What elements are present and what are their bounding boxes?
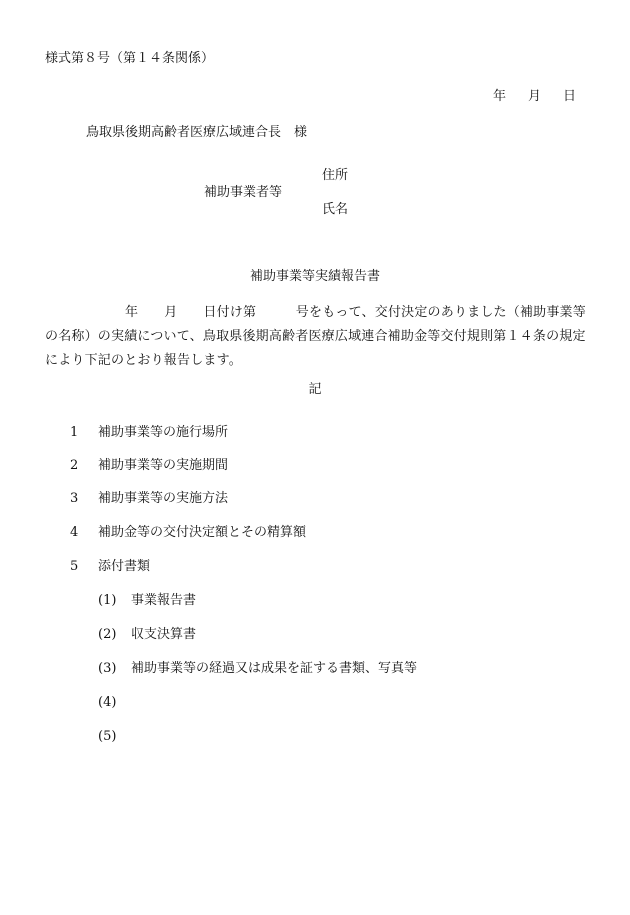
- attachment-item: [98, 594, 196, 607]
- attachment-text: 収支決算書: [131, 627, 197, 642]
- attachment-number: (1): [98, 593, 117, 608]
- list-item: [70, 560, 150, 573]
- document-title: 補助事業等実績報告書: [249, 269, 380, 284]
- name-label: 氏名: [322, 202, 349, 217]
- date-day-label: 日: [563, 89, 577, 104]
- list-item: [70, 426, 228, 439]
- ki-heading: 記: [308, 382, 322, 397]
- item-text: 補助事業等の施行場所: [98, 425, 229, 440]
- date-line: [493, 90, 576, 103]
- address-label: 住所: [322, 168, 349, 183]
- attachment-number: (5): [98, 729, 117, 744]
- body-rest-text: 日付け第 号をもって、交付決定のありました（補助事業等の名称）の実績について、鳥取県後期高齢者医療広域連合補助金等交付規則第１４条の規定により下記のとおり報告します。: [45, 305, 586, 368]
- item-number: 1: [70, 425, 79, 440]
- attachment-item: [98, 730, 131, 743]
- attachment-text: 補助事業等の経過又は成果を証する書類、写真等: [131, 661, 418, 676]
- attachment-number: (2): [98, 627, 117, 642]
- item-number: 3: [70, 491, 79, 506]
- body-month-label: 月: [164, 305, 178, 320]
- item-text: 補助金等の交付決定額とその精算額: [98, 525, 307, 540]
- attachment-number: (3): [98, 661, 117, 676]
- item-text: 補助事業等の実施期間: [98, 458, 229, 473]
- item-number: 5: [70, 559, 79, 574]
- item-text: 補助事業等の実施方法: [98, 491, 229, 506]
- attachment-text: 事業報告書: [131, 593, 197, 608]
- form-number: 様式第８号（第１４条関係）: [45, 51, 215, 66]
- attachment-item: [98, 662, 417, 675]
- applicant-label: 補助事業者等: [204, 185, 283, 200]
- date-year-label: 年: [493, 89, 507, 104]
- attachment-number: (4): [98, 695, 117, 710]
- date-month-label: 月: [528, 89, 542, 104]
- item-text: 添付書類: [98, 559, 151, 574]
- list-item: [70, 459, 228, 472]
- addressee: 鳥取県後期高齢者医療広域連合長 様: [86, 125, 308, 140]
- list-item: [70, 526, 306, 539]
- attachment-item: [98, 696, 131, 709]
- report-body-text: [45, 301, 590, 373]
- list-item: [70, 492, 228, 505]
- item-number: 4: [70, 525, 79, 540]
- attachment-item: [98, 628, 196, 641]
- item-number: 2: [70, 458, 79, 473]
- body-year-label: 年: [125, 305, 139, 320]
